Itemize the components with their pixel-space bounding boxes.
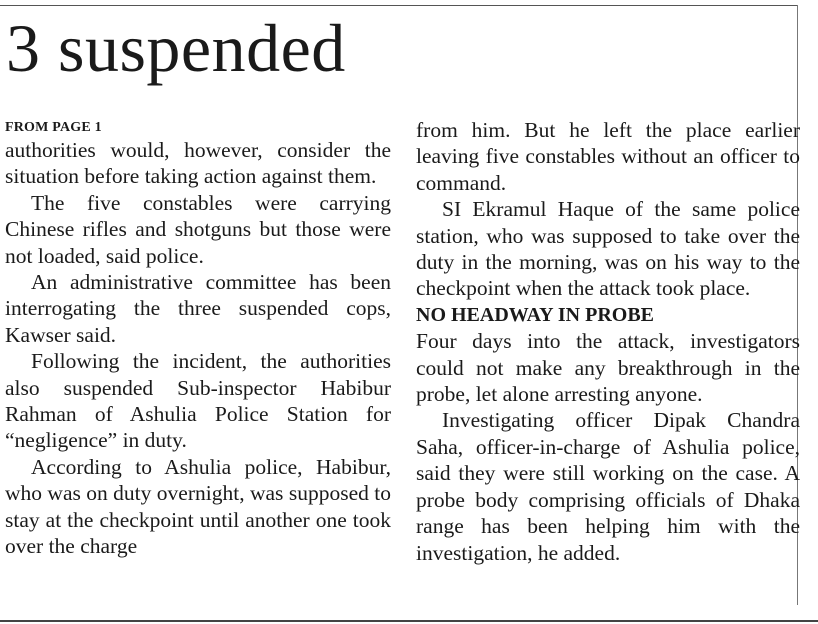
paragraph: According to Ashulia police, Habibur, who was on duty overnight, was supposed to stay at the checkpoint until another one took over the charge [5,454,391,559]
paragraph: from him. But he left the place earlier leaving five constables without an officer to command. [416,118,800,195]
paragraph: Following the incident, the authorities also suspended Sub-inspector Habibur Rahman of Ashulia Police Station for “negligence” in duty. [5,349,391,453]
paragraph: An administrative committee has been interrogating the three suspended cops, Kawser said. [5,270,391,347]
paragraph: authorities would, however, consider the situation before taking action against them. [5,138,391,189]
top-rule [0,5,798,6]
paragraph: SI Ekramul Haque of the same police station, who was supposed to take over the duty in the morning, was on his way to the checkpoint when the attack took place. [416,197,800,301]
article-column-left [5,117,391,560]
bottom-rule [0,620,818,622]
dateline: FROM PAGE 1 [5,120,102,135]
paragraph: The five constables were carrying Chinese rifles and shotguns but those were not loaded, said police. [5,190,391,268]
subheading: NO HEADWAY IN PROBE [416,303,654,326]
headline: 3 suspended [6,10,346,86]
paragraph: Investigating officer Dipak Chandra Saha, officer-in-charge of Ashulia police, said they were still working on the case. A probe body comprising officials of Dhaka range has been helping him with the investigation, he added. [416,408,800,565]
article-column-right [416,117,800,566]
paragraph: Four days into the attack, investigators could not make any breakthrough in the probe, let alone arresting anyone. [416,329,800,407]
